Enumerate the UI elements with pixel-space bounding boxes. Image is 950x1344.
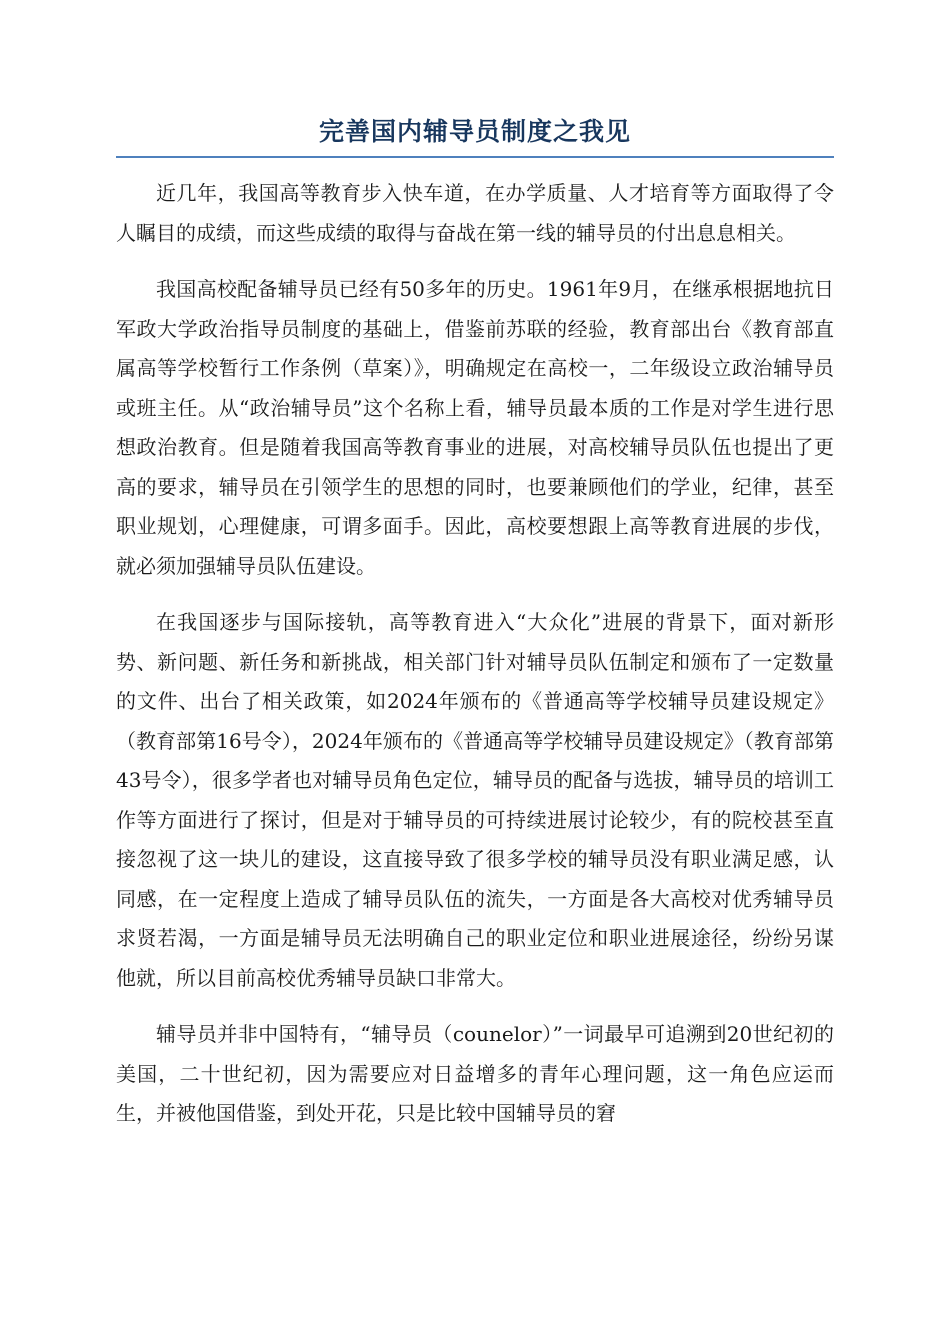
- page-title: 完善国内辅导员制度之我见: [318, 117, 631, 146]
- paragraph-4: 辅导员并非中国特有，“辅导员（counelor）”一词最早可追溯到20世纪初的美国，二十世纪初，因为需要应对日益增多的青年心理问题，这一角色应运而生，并被他国借鉴，到处开花，只是比较中国辅导员的窘: [116, 1022, 834, 1125]
- paragraph-1: 近几年，我国高等教育步入快车道，在办学质量、人才培育等方面取得了令人瞩目的成绩，而这些成绩的取得与奋战在第一线的辅导员的付出息息相关。: [116, 181, 834, 245]
- document-body: [116, 174, 834, 1151]
- title-block: [116, 112, 834, 158]
- paragraph-3: 在我国逐步与国际接轨，高等教育进入“大众化”进展的背景下，面对新形势、新问题、新任务和新挑战，相关部门针对辅导员队伍制定和颁布了一定数量的文件、出台了相关政策，如2024年颁布的《普通高等学校辅导员建设规定》（教育部第16号令），2024年颁布的《普通高等学校辅导员建设规定》（教育部第43号令），很多学者也对辅导员角色定位，辅导员的配备与选拔，辅导员的培训工作等方面进行了探讨，但是对于辅导员的可持续进展讨论较少，有的院校甚至直接忽视了这一块儿的建设，这直接导致了很多学校的辅导员没有职业满足感，认同感，在一定程度上造成了辅导员队伍的流失，一方面是各大高校对优秀辅导员求贤若渴，一方面是辅导员无法明确自己的职业定位和职业进展途径，纷纷另谋他就，所以目前高校优秀辅导员缺口非常大。: [116, 610, 834, 990]
- paragraph-2: 我国高校配备辅导员已经有50多年的历史。1961年9月，在继承根据地抗日军政大学政治指导员制度的基础上，借鉴前苏联的经验，教育部出台《教育部直属高等学校暂行工作条例（草案）》，明确规定在高校一，二年级设立政治辅导员或班主任。从“政治辅导员”这个名称上看，辅导员最本质的工作是对学生进行思想政治教育。但是随着我国高等教育事业的进展，对高校辅导员队伍也提出了更高的要求，辅导员在引领学生的思想的同时，也要兼顾他们的学业，纪律，甚至职业规划，心理健康，可谓多面手。因此，高校要想跟上高等教育进展的步伐，就必须加强辅导员队伍建设。: [116, 277, 834, 578]
